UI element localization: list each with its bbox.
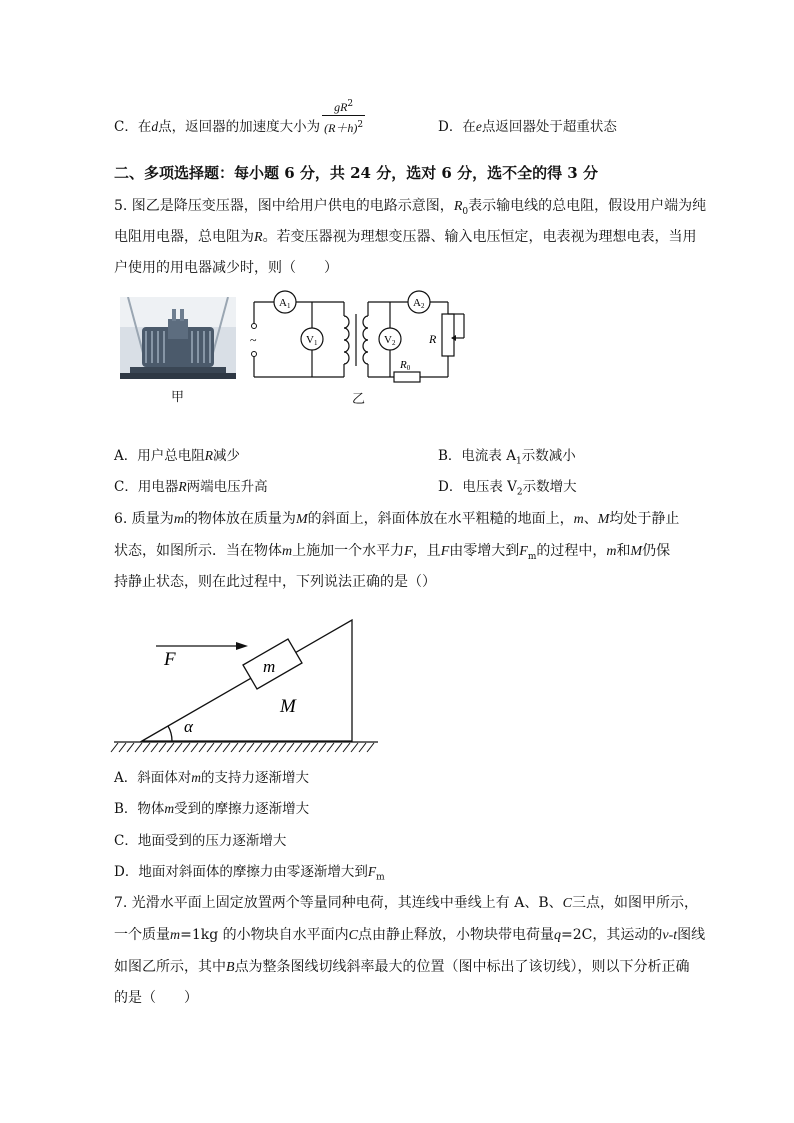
- var: m: [191, 770, 201, 785]
- var: m: [173, 512, 184, 527]
- text: 点返回器处于超重状态: [481, 119, 617, 135]
- denominator: (R＋h): [324, 121, 358, 135]
- var: v-t: [662, 928, 678, 943]
- var: m: [606, 544, 617, 559]
- circuit-diagram: [244, 286, 474, 386]
- var: C: [348, 928, 359, 943]
- sub: 2: [516, 487, 523, 498]
- var: R: [254, 230, 263, 245]
- sub: 0: [462, 206, 469, 217]
- q5-line-3: 户使用的用电器减少时，则（ ）: [114, 260, 338, 276]
- ammeter-a1-label: A1: [279, 297, 291, 310]
- q4-option-d: [438, 117, 617, 137]
- q6-option-c: C．地面受到的压力逐渐增大: [114, 833, 287, 849]
- text: 三点，如图甲所示，: [572, 895, 698, 911]
- text: 点为整条图线切线斜率最大的位置（图中标出了该切线），则以下分析正确: [234, 959, 690, 975]
- numerator: gR: [334, 100, 348, 114]
- voltmeter-v1-label: V1: [306, 334, 318, 347]
- var: R: [178, 479, 187, 494]
- exp: 2: [357, 120, 364, 130]
- section-heading: 二、多项选择题：每小题 6 分，共 24 分，选对 6 分，选不全的得 3 分: [114, 164, 598, 182]
- voltmeter-v2-label: V2: [384, 334, 396, 347]
- var: m: [164, 801, 175, 816]
- text: 示数增大: [522, 479, 577, 495]
- force-label: F: [164, 649, 176, 670]
- text: 一个质量: [114, 927, 170, 943]
- text: 。若变压器视为理想变压器、输入电压恒定，电表视为理想电表，当用: [262, 229, 697, 245]
- incline-mass-label: M: [280, 696, 296, 717]
- var: m: [573, 512, 584, 527]
- var: m: [282, 544, 293, 559]
- text: 仍保: [642, 543, 671, 559]
- text: 点，返回器的加速度大小为: [158, 119, 321, 135]
- text: =1kg 的小物块自水平面内: [180, 927, 349, 943]
- angle-label: α: [184, 717, 193, 736]
- text: 电阻用电器，总电阻为: [114, 229, 254, 245]
- q7-line-1: [114, 893, 698, 914]
- text: B．物体: [114, 801, 165, 817]
- text: ，且: [412, 543, 441, 559]
- text: C．在: [114, 119, 152, 135]
- var: q: [554, 928, 562, 943]
- var: F: [519, 544, 528, 559]
- text: 的支持力逐渐增大: [201, 770, 309, 786]
- q6-line-3: 持静止状态，则在此过程中，下列说法正确的是（）: [114, 574, 436, 590]
- text: B．电流表 A: [438, 448, 516, 464]
- text: 上施加一个水平力: [292, 543, 405, 559]
- text: D．地面对斜面体的摩擦力由零逐渐增大到: [114, 864, 368, 880]
- q4-option-c: [114, 99, 367, 137]
- text: 示数减小: [521, 448, 576, 464]
- text: 均处于静止: [609, 511, 680, 527]
- var: R: [204, 448, 213, 463]
- exp: 2: [347, 99, 354, 109]
- q6-line-2: [114, 541, 670, 567]
- text: 两端电压升高: [186, 479, 268, 495]
- q5-option-c: [114, 477, 268, 497]
- q5-option-d: [438, 477, 577, 503]
- q5-line-1: [114, 196, 706, 222]
- r0-label: R0: [400, 359, 411, 372]
- text: A．斜面体对: [114, 770, 192, 786]
- text: 6. 质量为: [114, 511, 174, 527]
- q6-option-d: [114, 862, 385, 888]
- var: C: [562, 896, 572, 911]
- q7-line-3: [114, 957, 690, 978]
- var: R: [453, 199, 463, 214]
- q5-option-b: [438, 446, 576, 472]
- var: d: [151, 119, 159, 134]
- text: 、: [583, 511, 598, 527]
- text: 如图乙所示，其中: [114, 959, 226, 975]
- text: 受到的摩擦力逐渐增大: [174, 801, 310, 817]
- text: 的物体放在质量为: [183, 511, 296, 527]
- text: C．用电器: [114, 479, 179, 495]
- transformer-photo: [120, 297, 236, 379]
- ammeter-a2-label: A2: [413, 297, 425, 310]
- text: 和: [616, 543, 631, 559]
- q7-line-4: 的是（ ）: [114, 990, 198, 1006]
- var: B: [226, 960, 235, 975]
- text: 由零增大到: [449, 543, 520, 559]
- incline-diagram: [110, 612, 382, 758]
- figure-label-jia: 甲: [171, 390, 185, 405]
- figure-label-yi: 乙: [352, 392, 366, 407]
- q6-line-1: [114, 509, 679, 530]
- text: =2C，其运动的: [561, 927, 663, 943]
- var: M: [630, 544, 643, 559]
- var: e: [475, 119, 482, 134]
- text: 点由静止释放，小物块带电荷量: [358, 927, 555, 943]
- var: F: [440, 544, 450, 559]
- text: 图线: [677, 927, 706, 943]
- q5-option-a: [114, 446, 240, 466]
- sub: m: [376, 872, 385, 883]
- var: F: [367, 864, 377, 879]
- var: M: [295, 512, 308, 527]
- text: A．用户总电阻: [114, 448, 205, 464]
- text: 的过程中，: [536, 543, 607, 559]
- ac-source-symbol: ~: [250, 333, 257, 347]
- q5-line-2: [114, 227, 697, 248]
- block-mass-label: m: [263, 657, 276, 676]
- text: D．在: [438, 119, 476, 135]
- text: 状态，如图所示．当在物体: [114, 543, 282, 559]
- text: 减少: [213, 448, 240, 464]
- q6-option-b: [114, 799, 309, 819]
- text: 的斜面上，斜面体放在水平粗糙的地面上，: [307, 511, 574, 527]
- text: 7. 光滑水平面上固定放置两个等量同种电荷，其连线中垂线上有 A、B、: [114, 895, 563, 911]
- rheostat-label: R: [429, 332, 437, 346]
- text: 5. 图乙是降压变压器，图中给用户供电的电路示意图，: [114, 198, 454, 214]
- q7-line-2: [114, 925, 705, 946]
- q6-option-a: [114, 768, 309, 788]
- acceleration-fraction: [322, 96, 365, 137]
- var: M: [597, 512, 610, 527]
- var: m: [170, 928, 181, 943]
- sub: m: [527, 551, 537, 562]
- sub: 1: [515, 456, 522, 467]
- text: 表示输电线的总电阻，假设用户端为纯: [468, 198, 707, 214]
- text: D．电压表 V: [438, 479, 517, 495]
- var: F: [404, 544, 413, 559]
